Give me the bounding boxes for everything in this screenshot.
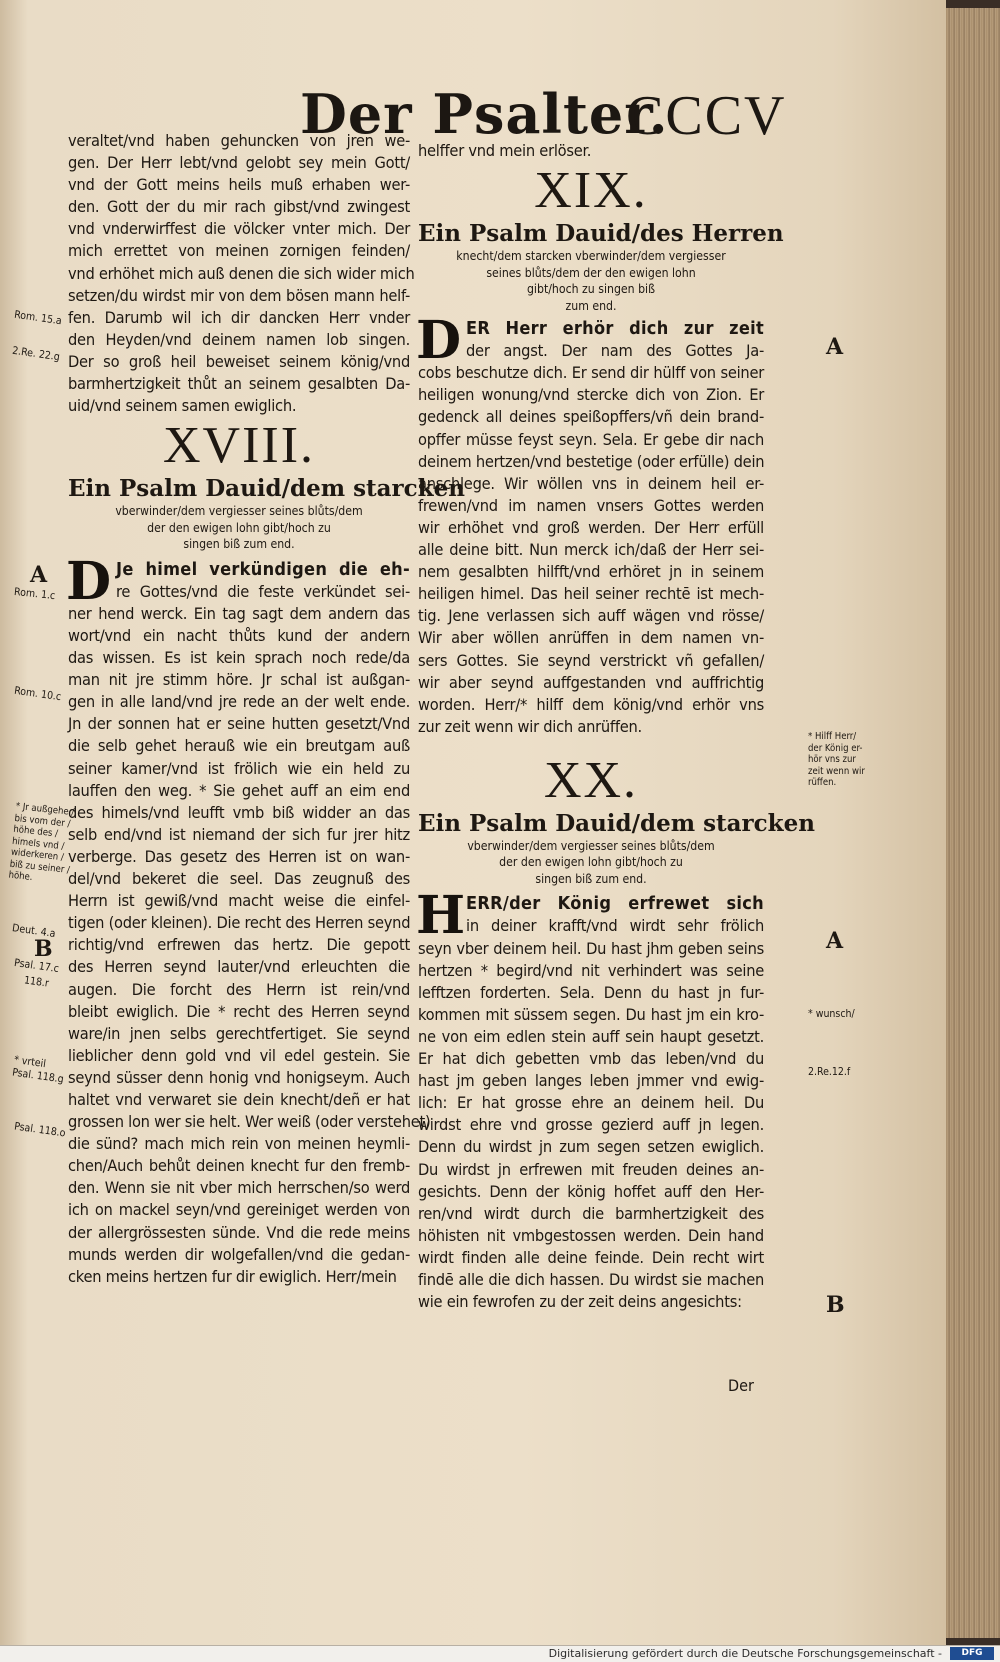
- psalm-19-number: XIX.: [534, 162, 648, 220]
- text-line: lefftzen forderten. Sela. Denn du hast jn fur-: [418, 982, 764, 1002]
- text-line: zur zeit wenn wir dich anrüffen.: [418, 716, 642, 736]
- text-line: frewen/vnd im namen vnsers Gottes werden: [418, 495, 764, 515]
- text-line: wirdst ehre vnd grosse gezierd auff jn legen.: [418, 1115, 764, 1135]
- psalm-19-text: [416, 310, 765, 738]
- text-line: veraltet/vnd haben gehuncken von jren we-: [68, 131, 410, 150]
- right-continuation-text: [418, 140, 764, 162]
- text-line: lich: Er hat grosse ehre an deinem heil. Du: [418, 1093, 764, 1113]
- funding-notice: Digitalisierung gefördert durch die Deutsche Forschungsgemeinschaft -: [548, 1647, 942, 1660]
- text-line: des himels/vnd leufft vmb biß widder an das: [68, 802, 410, 822]
- margin-letter-a-psalm20: A: [826, 928, 844, 954]
- psalm-20-subtitle-2: der den ewigen lohn gibt/hoch zu: [499, 855, 683, 870]
- text-line: cobs beschutze dich. Er send dir hülff von seiner: [418, 363, 764, 383]
- margin-note-sun-gloss: * Jr außgehe / bis vom der / höhe des / himels vnd / widerkeren / biß zu seiner / höhe.: [8, 800, 75, 884]
- catchword: Der: [728, 1376, 754, 1395]
- psalm-20-initial: H: [416, 885, 466, 947]
- text-line: haltet vnd verwaret sie dein knecht/deñ er hat: [68, 1089, 410, 1109]
- psalm-18-initial: D: [66, 550, 112, 612]
- text-line: bleibt ewiglich. Die * recht des Herren seynd: [68, 1001, 410, 1021]
- margin-note-2re22: 2.Re. 22.g: [11, 344, 61, 364]
- text-line: man nit jre stimm höre. Jr schal ist außgan-: [68, 670, 410, 690]
- running-head: Der Psalter.: [300, 82, 669, 146]
- digitization-footer: [0, 1645, 1000, 1662]
- text-line: kommen mit süssem segen. Du hast jm ein kro-: [418, 1004, 764, 1024]
- text-line: Der so groß heil beweiset seinem könig/vnd: [68, 351, 410, 371]
- text-line: ERR/der König erfrewet sich: [466, 893, 764, 915]
- text-line: cken meins hertzen fur dir ewiglich. Herr/mein: [68, 1266, 397, 1286]
- text-line: uid/vnd seinem samen ewiglich.: [68, 396, 297, 416]
- text-line: tigen (oder kleinen). Die recht des Herren seynd: [68, 913, 411, 933]
- text-line: tig. Jene verlassen sich auff wägen vnd rösse/: [418, 606, 764, 626]
- text-line: der allergrössesten sünde. Vnd die rede meins: [68, 1222, 410, 1242]
- text-line: del/vnd bekeret die seel. Das zeugnuß des: [68, 869, 410, 889]
- psalm-19-subtitle-4: zum end.: [565, 298, 617, 313]
- text-line: ner hend werck. Ein tag sagt dem andern das: [68, 603, 410, 623]
- psalm-18-number: XVIII.: [162, 417, 316, 475]
- text-line: wir aber seynd auffgestanden vnd auffrichtig: [418, 672, 764, 692]
- text-line: lieblicher denn gold vnd vil edel gestein. Sie: [68, 1045, 410, 1065]
- dfg-logo: DFG: [950, 1647, 994, 1660]
- text-line: lauffen den weg. * Sie gehet auff an eim end: [68, 780, 410, 800]
- margin-note-wunsch: * wunsch/: [808, 1008, 855, 1020]
- text-line: deinem hertzen/vnd bestetige (oder erfülle) dein: [418, 451, 765, 471]
- text-line: anschlege. Wir wöllen vns in deinem heil er-: [418, 473, 764, 493]
- text-line: Er hat dich gebetten vmb das leben/vnd du: [418, 1049, 764, 1069]
- text-line: ich on mackel seyn/vnd gereiniget werden von: [68, 1200, 410, 1220]
- margin-letter-a-right: A: [826, 334, 844, 360]
- text-line: hast jm geben langes leben jmmer vnd ewig-: [418, 1071, 764, 1091]
- text-line: ware/in jnen selbs gerechtfertiget. Sie seynd: [68, 1023, 410, 1043]
- text-line: alle deine bitt. Nun merck ich/daß der Herr sei-: [418, 540, 764, 560]
- text-line: heiligen wonung/vnd stercke dich von Zion. Er: [418, 385, 764, 405]
- psalm-19-subtitle-3: gibt/hoch zu singen biß: [526, 282, 656, 297]
- text-line: Jn der sonnen hat er seine hutten gesetzt/Vnd: [68, 714, 410, 734]
- psalm-18-text: [66, 550, 431, 1288]
- text-line: re Gottes/vnd die feste verkündet sei-: [116, 581, 410, 601]
- psalm-20-text: [416, 885, 764, 1313]
- text-line: helffer vnd mein erlöser.: [418, 141, 592, 160]
- text-line: die selb gehet herauß wie ein breutgam auß: [68, 736, 410, 756]
- text-line: höhisten nit vmbgestossen werden. Dein hand: [418, 1225, 764, 1245]
- page-fore-edge: [946, 8, 1000, 1638]
- text-line: augen. Die forcht des Herrn ist rein/vnd: [68, 979, 410, 999]
- margin-letter-a: A: [30, 562, 48, 588]
- text-line: wir erhöhet vnd groß werden. Der Herr erfüll: [418, 517, 764, 537]
- text-line: gen in alle land/vnd jre rede an der welt ende.: [68, 692, 410, 712]
- psalm-19-subtitle-1: knecht/dem starcken vberwinder/dem vergiesser: [456, 249, 726, 264]
- text-line: der angst. Der nam des Gottes Ja-: [466, 341, 764, 361]
- margin-note-deut4: Deut. 4.a: [11, 922, 57, 940]
- text-line: in deiner krafft/vnd wirdt sehr frölich: [466, 916, 764, 936]
- text-line: den. Gott der du mir rach gibst/vnd zwingest: [68, 197, 410, 217]
- text-line: gedenck all deines speißopffers/vñ dein brand-: [418, 407, 764, 427]
- margin-note-118r: 118.r: [23, 974, 50, 990]
- text-line: vnd erhöhet mich auß denen die sich wider mich: [68, 263, 415, 283]
- text-line: mich errettet von meinen zornigen feinden/: [68, 241, 410, 261]
- margin-note-psal118g: Psal. 118.g: [11, 1066, 65, 1086]
- text-line: wie ein fewrofen zu der zeit deins angesichts:: [418, 1292, 742, 1312]
- text-line: ER Herr erhör dich zur zeit: [466, 318, 764, 340]
- text-line: worden. Herr/* hilff dem könig/vnd erhör vns: [418, 694, 764, 714]
- text-line: opffer müsse feyst seyn. Sela. Er gebe dir nach: [418, 429, 764, 449]
- text-line: die sünd? mach mich rein von meinen heymli-: [68, 1134, 410, 1154]
- margin-note-rom10: Rom. 10.c: [13, 684, 62, 704]
- left-continuation-text: [68, 130, 415, 417]
- text-line: gesichts. Denn der könig hoffet auff den Her-: [418, 1181, 764, 1201]
- text-line: nem gesalbten hilfft/vnd erhöret jn in seinem: [418, 562, 764, 582]
- psalm-18-body: [66, 550, 431, 1288]
- text-line: richtig/vnd erfrewen das hertz. Die gepott: [68, 935, 410, 955]
- psalm-18-subtitle-3: singen biß zum end.: [183, 537, 295, 552]
- text-line: munds werden dir wolgefallen/vnd die gedan-: [68, 1244, 410, 1264]
- margin-note-2re12: 2.Re.12.f: [808, 1066, 851, 1078]
- text-line: wort/vnd ein nacht thůts kund der andern: [68, 626, 410, 645]
- margin-note-psal17: Psal. 17.c: [13, 956, 60, 976]
- text-line: sers Gottes. Sie seynd verstrickt vñ gefallen/: [418, 650, 764, 670]
- psalm-20-title: Ein Psalm Dauid/dem starcken: [418, 809, 815, 837]
- psalm-18-title: Ein Psalm Dauid/dem starcken: [68, 475, 465, 503]
- psalm-20-body: [416, 885, 764, 1313]
- text-line: das wissen. Es ist kein sprach noch rede/da: [68, 648, 410, 668]
- margin-note-hilff-herr: * Hilff Herr/ der König er- hör vns zur zeit wenn wir rüffen.: [808, 731, 865, 788]
- text-line: hertzen * begird/vnd nit verhindert was seine: [418, 960, 764, 980]
- psalm-19-body: [416, 310, 765, 738]
- text-line: Herrn ist gewiß/vnd macht weise die einfel-: [68, 891, 410, 911]
- text-line: Wir aber wöllen anrüffen in dem namen vn-: [418, 628, 764, 648]
- text-line: verberge. Das gesetz des Herren ist on wan-: [68, 846, 410, 866]
- text-line: wirdt finden alle deine feinde. Dein recht wirt: [418, 1247, 764, 1267]
- text-line: findē alle die dich hassen. Du wirdst sie machen: [418, 1269, 764, 1289]
- psalm-19-title: Ein Psalm Dauid/des Herren: [418, 220, 784, 248]
- text-line: Je himel verkündigen die eh-: [116, 558, 410, 580]
- text-line: den Heyden/vnd deinem namen lob singen.: [68, 329, 410, 349]
- psalm-20-number: XX.: [543, 751, 639, 809]
- text-line: ren/vnd wirdt durch die barmhertzigkeit des: [418, 1203, 764, 1223]
- text-line: vnd vnderwirffest die völcker vnter mich. Der: [68, 219, 410, 239]
- right-column: [416, 140, 815, 1313]
- text-line: vnd der Gott meins heils muß erhaben wer-: [68, 175, 410, 195]
- text-line: grossen lon wer sie helt. Wer weiß (oder verstehet): [68, 1112, 431, 1132]
- text-line: heiligen himel. Das heil seiner rechtē ist mech-: [418, 584, 764, 604]
- text-line: den. Wenn sie nit vber mich herrschen/so werd: [68, 1178, 410, 1198]
- text-line: fen. Darumb wil ich dir dancken Herr vnder: [68, 307, 410, 327]
- text-line: seiner kamer/vnd ist frölich wie ein held zu: [68, 758, 410, 778]
- text-line: gen. Der Herr lebt/vnd gelobt sey mein Gott/: [68, 153, 410, 173]
- text-line: ne von eim edlen stein auff sein haupt gesetzt.: [418, 1026, 764, 1046]
- text-line: Denn du wirdst jn zum segen setzen ewiglich.: [418, 1137, 764, 1157]
- margin-note-psal118o: Psal. 118.o: [13, 1120, 67, 1140]
- psalm-18-subtitle-1: vberwinder/dem vergiesser seines blůts/dem: [115, 504, 363, 519]
- margin-note-vrteil: * vrteil: [13, 1053, 47, 1071]
- text-line: seynd süsser denn honig vnd honigseym. Auch: [68, 1067, 410, 1087]
- text-line: seyn vber deinem heil. Du hast jhm geben seins: [418, 938, 764, 958]
- psalm-19-initial: D: [416, 310, 462, 372]
- psalm-20-subtitle-1: vberwinder/dem vergiesser seines blůts/dem: [467, 838, 715, 853]
- margin-note-rom15: Rom. 15.a: [13, 308, 63, 328]
- psalm-19-subtitle-2: seines blůts/dem der den ewigen lohn: [486, 265, 696, 280]
- text-line: setzen/du wirdst mir von dem bösen mann helf-: [68, 285, 410, 305]
- text-line: barmhertzigkeit thůt an seinem gesalbten Da-: [68, 374, 410, 394]
- folio-number: CCCV: [626, 85, 787, 147]
- text-line: chen/Auch behůt deinen knecht fur den fremb-: [68, 1156, 410, 1176]
- left-column: [66, 130, 465, 1288]
- psalm-18-subtitle-2: der den ewigen lohn gibt/hoch zu: [147, 520, 331, 535]
- margin-note-rom1: Rom. 1.c: [13, 585, 56, 603]
- psalm-20-subtitle-3: singen biß zum end.: [535, 871, 647, 886]
- margin-letter-b-right: B: [826, 1292, 845, 1318]
- text-line: des Herren seynd lauter/vnd erleuchten die: [68, 957, 410, 977]
- text-line: Du wirdst jn erfrewen mit freuden deines an-: [418, 1159, 764, 1179]
- text-line: selb end/vnd ist niemand der sich fur jrer hitz: [68, 824, 410, 844]
- margin-letter-b: B: [34, 936, 53, 962]
